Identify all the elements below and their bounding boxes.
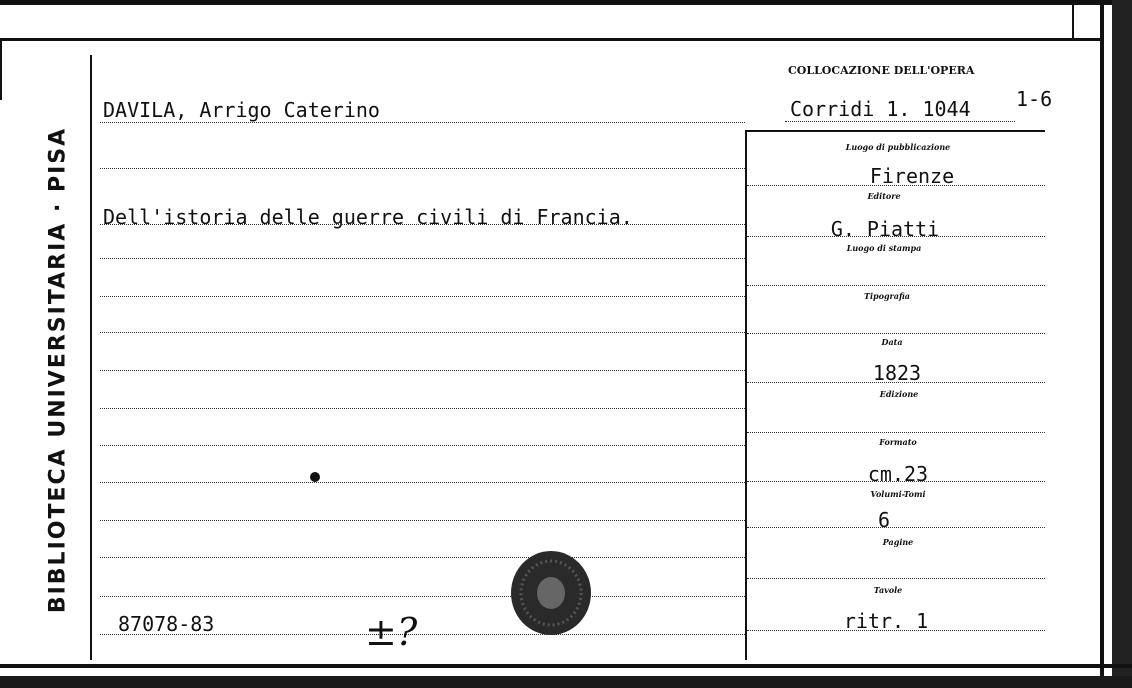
inventory-number: 87078-83 <box>118 612 215 636</box>
volumes-value: 6 <box>877 508 891 532</box>
bottom-border <box>0 664 1132 668</box>
library-name-vertical: BIBLIOTECA UNIVERSITARIA · PISA <box>45 126 71 614</box>
rule-4 <box>100 258 745 259</box>
placement-line <box>785 121 1015 122</box>
print-place-rule <box>747 285 1045 286</box>
rule-8 <box>100 408 745 409</box>
rule-9 <box>100 445 745 446</box>
placement-value: Corridi 1. 1044 <box>790 97 971 121</box>
rule-2 <box>100 168 745 169</box>
placement-header: COLLOCAZIONE DELL'OPERA <box>788 64 975 77</box>
typography-label: Tipografia <box>864 291 910 301</box>
rule-13 <box>100 596 745 597</box>
author-name: DAVILA, Arrigo Caterino <box>103 98 380 122</box>
publisher-value: G. Piatti <box>830 217 940 241</box>
place-value: Firenze <box>869 164 955 188</box>
rule-5 <box>100 296 745 297</box>
rule-3 <box>100 224 745 225</box>
library-stamp <box>510 550 592 636</box>
rule-1 <box>100 122 745 123</box>
date-value: 1823 <box>872 361 922 385</box>
pages-label: Pagine <box>882 537 914 547</box>
volumes-rule <box>747 527 1045 528</box>
format-rule <box>747 481 1045 482</box>
bottom-band <box>0 676 1132 688</box>
print-place-label: Luogo di stampa <box>846 243 922 253</box>
top-inner-border <box>0 38 1100 41</box>
date-rule <box>747 382 1045 383</box>
rule-11 <box>100 520 745 521</box>
plates-rule <box>747 630 1045 631</box>
date-label: Data <box>881 337 903 347</box>
typography-rule <box>747 333 1045 334</box>
left-tick <box>0 40 2 100</box>
plates-label: Tavole <box>873 585 903 595</box>
rule-6 <box>100 332 745 333</box>
edition-label: Edizione <box>879 389 919 399</box>
format-value: cm.23 <box>867 462 929 486</box>
place-rule <box>747 185 1045 186</box>
publisher-label: Editore <box>867 191 901 201</box>
placement-box-top <box>745 130 1045 132</box>
format-label: Formato <box>879 437 917 447</box>
right-column-rule <box>745 130 747 660</box>
title-text: Dell'istoria delle guerre civili di Francia. <box>103 205 633 229</box>
volumes-label: Volumi-Tomi <box>870 489 926 499</box>
edition-rule <box>747 432 1045 433</box>
placement-range: 1-6 <box>1016 87 1053 111</box>
handwritten-signature: ±? <box>365 610 418 654</box>
right-border <box>1100 0 1104 688</box>
top-border <box>0 0 1132 5</box>
ink-mark <box>310 472 320 482</box>
left-column-rule <box>90 55 92 660</box>
rule-7 <box>100 370 745 371</box>
right-edge <box>1112 0 1132 688</box>
publisher-rule <box>747 236 1045 237</box>
right-inner-border <box>1072 0 1074 40</box>
place-label: Luogo di pubblicazione <box>845 142 951 152</box>
rule-12 <box>100 557 745 558</box>
plates-value: ritr. 1 <box>843 609 929 633</box>
rule-10 <box>100 482 745 483</box>
pages-rule <box>747 578 1045 579</box>
